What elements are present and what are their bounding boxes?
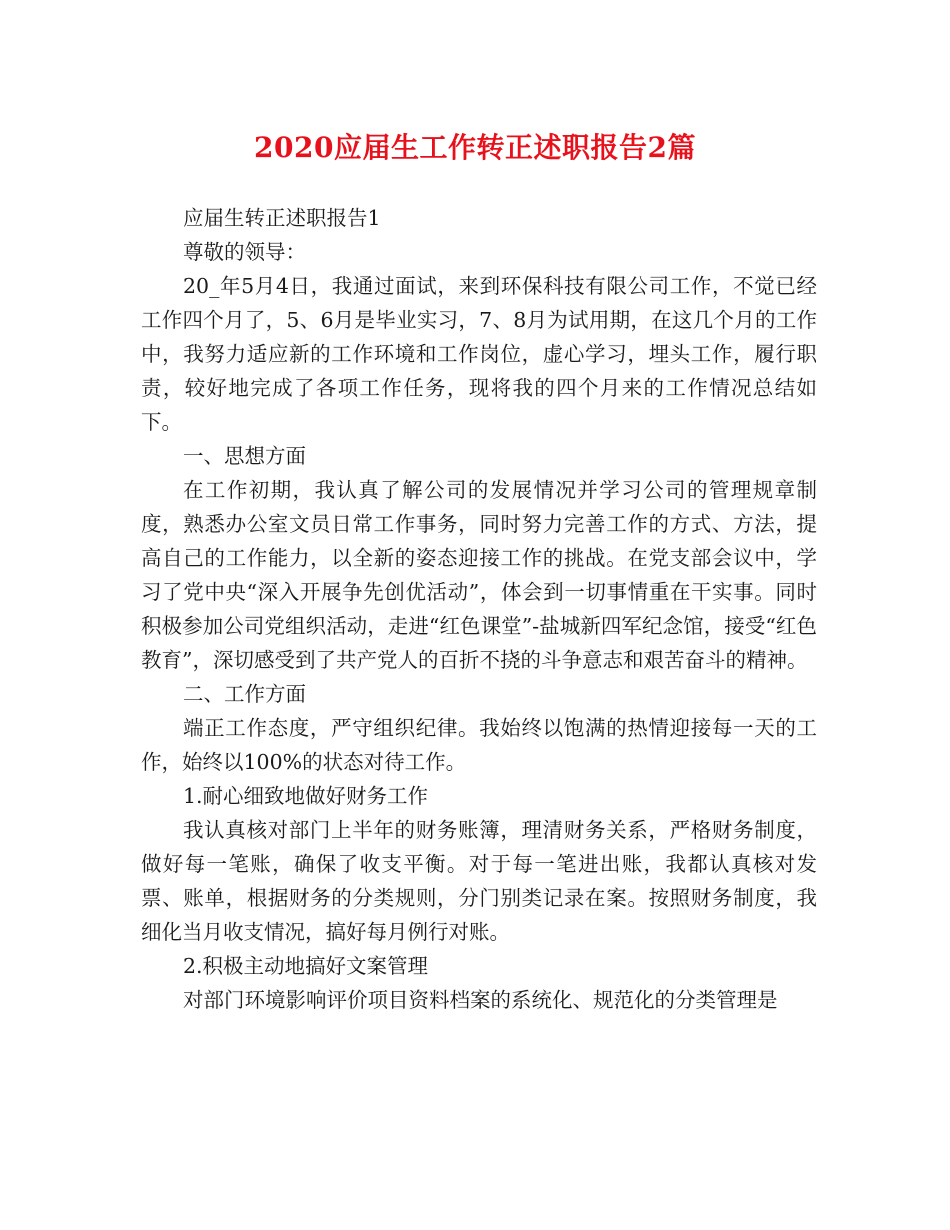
subsection-heading: 2.积极主动地搞好文案管理 [183, 954, 429, 978]
subsection-heading: 1.耐心细致地做好财务工作 [183, 784, 429, 808]
section-heading: 一、思想方面 [183, 444, 306, 468]
section-heading: 二、工作方面 [183, 682, 306, 706]
body-paragraph: 端正工作态度，严守组织纪律。我始终以饱满的热情迎接每一天的工作，始终以100%的状态对待工作。 [141, 716, 817, 774]
section-heading: 应届生转正述职报告1 [183, 206, 381, 230]
body-paragraph: 我认真核对部门上半年的财务账簿，理清财务关系，严格财务制度，做好每一笔账，确保了收支平衡。对于每一笔进出账，我都认真核对发票、账单，根据财务的分类规则，分门别类记录在案。按照财务制度，我细化当月收支情况，搞好每月例行对账。 [141, 818, 817, 944]
document-title: 2020应届生工作转正述职报告2篇 [254, 131, 696, 164]
salutation: 尊敬的领导： [183, 240, 306, 264]
body-paragraph: 20_年5月4日，我通过面试，来到环保科技有限公司工作，不觉已经工作四个月了，5、6月是毕业实习，7、8月为试用期，在这几个月的工作中，我努力适应新的工作环境和工作岗位，虚心学习，埋头工作，履行职责，较好地完成了各项工作任务，现将我的四个月来的工作情况总结如下。 [141, 274, 817, 434]
body-paragraph: 对部门环境影响评价项目资料档案的系统化、规范化的分类管理是 [183, 988, 778, 1012]
document-body [141, 201, 817, 1017]
body-paragraph: 在工作初期，我认真了解公司的发展情况并学习公司的管理规章制度，熟悉办公室文员日常工作事务，同时努力完善工作的方式、方法，提高自己的工作能力，以全新的姿态迎接工作的挑战。在党支部会议中，学习了党中央“深入开展争先创优活动”，体会到一切事情重在干实事。同时积极参加公司党组织活动，走进“红色课堂”-盐城新四军纪念馆，接受“红色教育”，深切感受到了共产党人的百折不挠的斗争意志和艰苦奋斗的精神。 [141, 478, 817, 672]
